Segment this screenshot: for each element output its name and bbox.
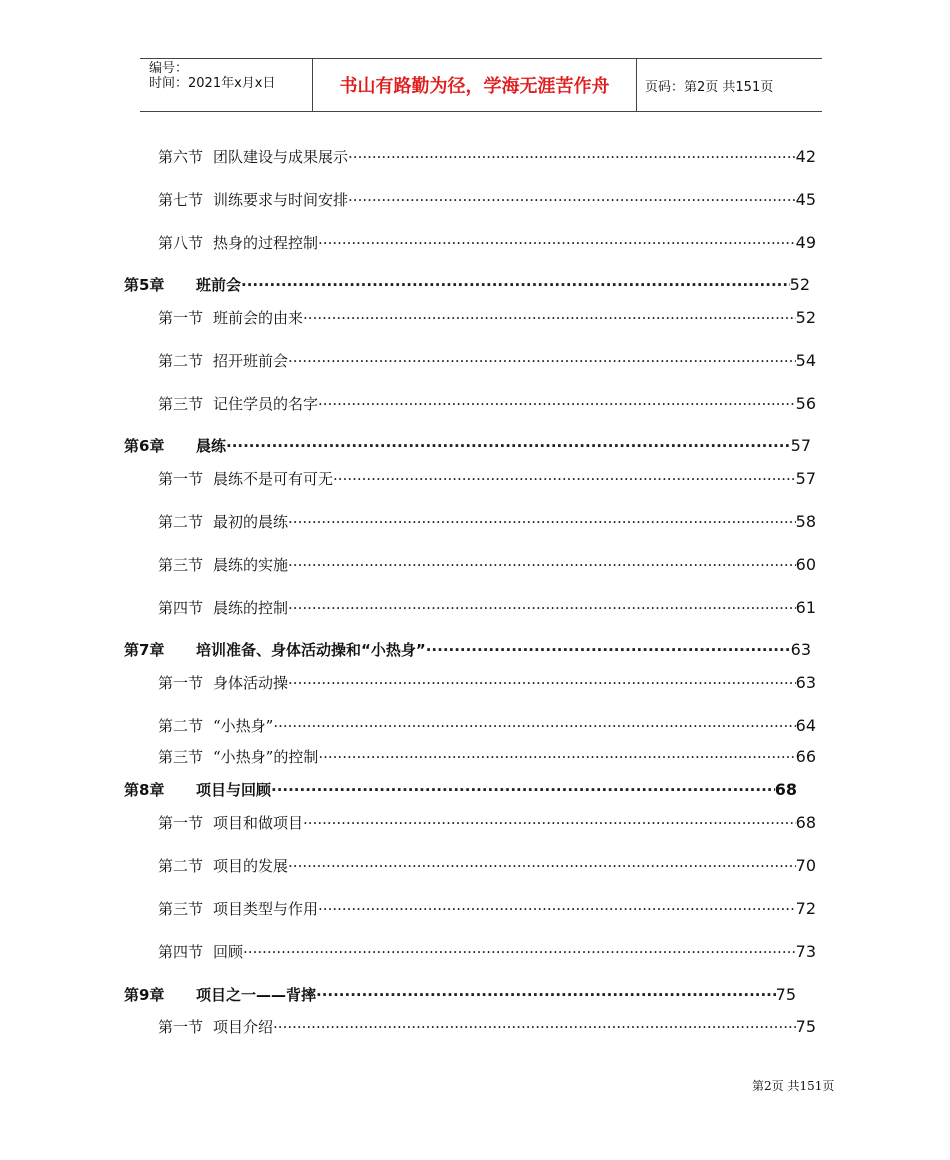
toc-leader-dots <box>273 717 795 735</box>
toc-entry[interactable] <box>158 715 816 736</box>
toc-entry[interactable] <box>158 468 816 489</box>
toc-leader-dots <box>303 814 796 832</box>
toc-chapter-page: 68 <box>774 780 797 799</box>
toc-entry[interactable] <box>158 812 816 833</box>
toc-entry-title: 回顾 <box>213 943 244 961</box>
toc-leader-dots <box>426 641 791 659</box>
toc-leader-dots <box>288 599 796 617</box>
toc-entry-page: 57 <box>795 469 816 488</box>
toc-entry-number: 第三节 <box>158 748 204 766</box>
toc-chapter-title: 晨练 <box>196 437 227 455</box>
toc-leader-dots <box>241 276 790 294</box>
toc-leader-dots <box>288 513 796 531</box>
toc-entry-page: 61 <box>795 598 816 617</box>
toc-entry[interactable] <box>158 393 816 414</box>
header-date: 时间：2021年x月x日 <box>149 76 276 91</box>
header-page-info: 页码：第2页 共151页 <box>645 79 774 95</box>
toc-chapter-page: 57 <box>790 436 811 455</box>
toc-entry-page: 72 <box>795 899 816 918</box>
toc-chapter-title: 项目与回顾 <box>196 781 272 799</box>
toc-leader-dots <box>303 309 796 327</box>
toc-entry[interactable] <box>158 855 816 876</box>
toc-entry-number: 第七节 <box>158 191 204 209</box>
toc-entry-title: 项目介绍 <box>213 1018 274 1036</box>
toc-entry-title: 热身的过程控制 <box>213 234 319 252</box>
toc-entry-page: 54 <box>795 351 816 370</box>
toc-entry-page: 56 <box>795 394 816 413</box>
toc-chapter-number: 第9章 <box>124 986 165 1004</box>
toc-entry[interactable] <box>158 1016 816 1037</box>
toc-leader-dots <box>348 191 796 209</box>
toc-entry-number: 第六节 <box>158 148 204 166</box>
toc-entry-number: 第二节 <box>158 717 204 735</box>
toc-entry[interactable] <box>158 511 816 532</box>
toc-entry-number: 第三节 <box>158 900 204 918</box>
toc-chapter-number: 第6章 <box>124 437 165 455</box>
toc-leader-dots <box>318 395 796 413</box>
toc-entry-page: 58 <box>795 512 816 531</box>
toc-entry[interactable] <box>158 746 816 767</box>
toc-leader-dots <box>316 986 776 1004</box>
toc-entry-number: 第二节 <box>158 857 204 875</box>
toc-entry-number: 第一节 <box>158 309 204 327</box>
toc-chapter[interactable] <box>124 274 810 295</box>
toc-entry-page: 49 <box>795 233 816 252</box>
toc-leader-dots <box>226 437 791 455</box>
toc-entry-title: 晨练不是可有可无 <box>213 470 334 488</box>
toc-leader-dots <box>333 470 796 488</box>
toc-chapter-number: 第5章 <box>124 276 165 294</box>
toc-entry-title: 项目和做项目 <box>213 814 304 832</box>
toc-leader-dots <box>288 857 796 875</box>
toc-entry-number: 第二节 <box>158 352 204 370</box>
header-meta <box>140 59 313 111</box>
toc-chapter[interactable] <box>124 779 797 800</box>
toc-entry-number: 第一节 <box>158 1018 204 1036</box>
toc-entry-number: 第一节 <box>158 674 204 692</box>
toc-chapter-title: 项目之一——背摔 <box>196 986 317 1004</box>
toc-entry-title: 晨练的控制 <box>213 599 289 617</box>
toc-chapter-number: 第8章 <box>124 781 165 799</box>
toc-entry[interactable] <box>158 672 816 693</box>
toc-leader-dots <box>318 900 796 918</box>
toc-entry[interactable] <box>158 597 816 618</box>
toc-entry[interactable] <box>158 189 816 210</box>
toc-entry-title: 身体活动操 <box>213 674 289 692</box>
page-header <box>140 58 822 112</box>
toc-entry[interactable] <box>158 898 816 919</box>
toc-leader-dots <box>288 674 796 692</box>
toc-entry[interactable] <box>158 307 816 328</box>
toc-leader-dots <box>273 1018 796 1036</box>
toc-leader-dots <box>348 148 796 166</box>
toc-entry-page: 45 <box>795 190 816 209</box>
toc-chapter[interactable] <box>124 435 811 456</box>
toc-entry-page: 66 <box>795 747 816 766</box>
toc-entry-page: 70 <box>795 856 816 875</box>
toc-entry[interactable] <box>158 232 816 253</box>
toc-entry[interactable] <box>158 941 816 962</box>
toc-chapter-page: 63 <box>790 640 811 659</box>
page-footer: 第2页 共151页 <box>752 1079 835 1093</box>
toc-entry-page: 68 <box>795 813 816 832</box>
toc-chapter[interactable] <box>124 984 796 1005</box>
toc-entry-title: 项目的发展 <box>213 857 289 875</box>
header-id-label: 编号： <box>149 61 189 76</box>
toc-entry-number: 第一节 <box>158 470 204 488</box>
toc-leader-dots <box>318 748 795 766</box>
toc-chapter-page: 75 <box>775 985 796 1004</box>
toc-entry-title: 班前会的由来 <box>213 309 304 327</box>
toc-entry-number: 第八节 <box>158 234 204 252</box>
toc-entry-page: 75 <box>795 1017 816 1036</box>
toc-leader-dots <box>243 943 796 961</box>
toc-entry-page: 42 <box>795 147 816 166</box>
toc-entry-page: 64 <box>795 716 816 735</box>
toc-entry-number: 第三节 <box>158 556 204 574</box>
toc-entry-title: 记住学员的名字 <box>213 395 319 413</box>
toc-entry-number: 第二节 <box>158 513 204 531</box>
toc-entry-page: 73 <box>795 942 816 961</box>
toc-chapter-title: 培训准备、身体活动操和“小热身” <box>196 641 426 659</box>
toc-entry-title: 训练要求与时间安排 <box>213 191 349 209</box>
toc-entry[interactable] <box>158 554 816 575</box>
toc-entry-number: 第四节 <box>158 599 204 617</box>
toc-chapter-page: 52 <box>789 275 810 294</box>
toc-entry-title: 项目类型与作用 <box>213 900 319 918</box>
toc-chapter-title: 班前会 <box>196 276 242 294</box>
toc-leader-dots <box>288 556 796 574</box>
toc-entry-page: 52 <box>795 308 816 327</box>
toc-entry-page: 63 <box>795 673 816 692</box>
toc-entry-number: 第三节 <box>158 395 204 413</box>
toc-leader-dots <box>318 234 796 252</box>
toc-entry-number: 第一节 <box>158 814 204 832</box>
header-motto: 书山有路勤为径，学海无涯苦作舟 <box>313 59 637 111</box>
toc-leader-dots <box>271 781 775 799</box>
toc-entry-title: 最初的晨练 <box>213 513 289 531</box>
toc-leader-dots <box>288 352 796 370</box>
toc-entry-title: 晨练的实施 <box>213 556 289 574</box>
toc-entry-title: 招开班前会 <box>213 352 289 370</box>
toc-entry-title: 团队建设与成果展示 <box>213 148 349 166</box>
toc-chapter[interactable] <box>124 639 811 660</box>
toc-chapter-number: 第7章 <box>124 641 165 659</box>
toc-entry-title: “小热身”的控制 <box>213 748 319 766</box>
toc-entry[interactable] <box>158 146 816 167</box>
toc-entry[interactable] <box>158 350 816 371</box>
toc-entry-page: 60 <box>795 555 816 574</box>
toc-entry-title: “小热身” <box>213 717 274 735</box>
toc-entry-number: 第四节 <box>158 943 204 961</box>
